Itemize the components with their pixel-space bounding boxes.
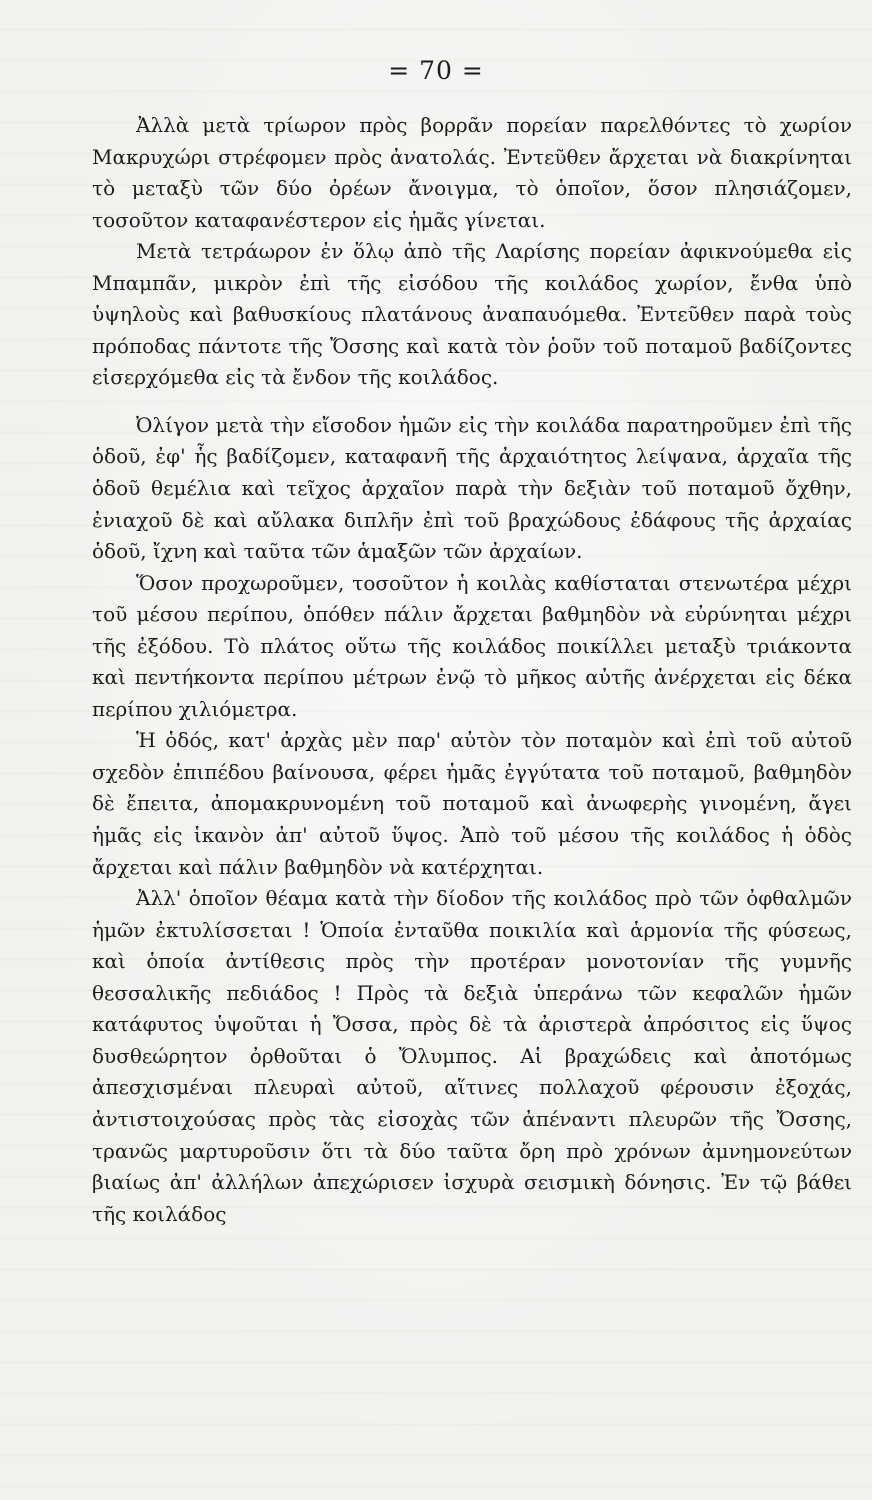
paragraph: Ἡ ὁδός, κατ' ἀρχὰς μὲν παρ' αὐτὸν τὸν ποταμὸν καὶ ἐπὶ τοῦ αὐτοῦ σχεδὸν ἐπιπέδου βαίνουσα, φέρει ἡμᾶς ἐγγύτατα τοῦ ποταμοῦ, βαθμηδὸν δὲ ἔπειτα, ἀπομακρυνομένη τοῦ ποταμοῦ καὶ ἀνωφερὴς γινομένη, ἄγει ἡμᾶς εἰς ἱκανὸν ἀπ' αὐτοῦ ὕψος. Ἀπὸ τοῦ μέσου τῆς κοιλάδος ἡ ὁδὸς ἄρχεται καὶ πάλιν βαθμηδὸν νὰ κατέρχηται. [92, 728, 852, 879]
paragraph: Ὅσον προχωροῦμεν, τοσοῦτον ἡ κοιλὰς καθίσταται στενωτέρα μέχρι τοῦ μέσου περίπου, ὁπόθεν πάλιν ἄρχεται βαθμηδὸν νὰ εὐρύνηται μέχρι τῆς ἐξόδου. Τὸ πλάτος οὕτω τῆς κοιλάδος ποικίλλει μεταξὺ τριάκοντα καὶ πεντήκοντα περίπου μέτρων ἐνῷ τὸ μῆκος αὐτῆς ἀνέρχεται εἰς δέκα περίπου χιλιόμετρα. [92, 570, 852, 721]
page-number: = 70 = [388, 56, 484, 85]
paragraph: Ἀλλὰ μετὰ τρίωρον πρὸς βορρᾶν πορείαν παρελθόντες τὸ χωρίον Μακρυχώρι στρέφομεν πρὸς ἀνατολάς. Ἐντεῦθεν ἄρχεται νὰ διακρίνηται τὸ μεταξὺ τῶν δύο ὀρέων ἄνοιγμα, τὸ ὁποῖον, ὅσον πλησιάζομεν, τοσοῦτον καταφανέστερον εἰς ἡμᾶς γίνεται. [92, 113, 852, 232]
paragraph: Μετὰ τετράωρον ἐν ὅλῳ ἀπὸ τῆς Λαρίσης πορείαν ἀφικνούμεθα εἰς Μπαμπᾶν, μικρὸν ἐπὶ τῆς εἰσόδου τῆς κοιλάδος χωρίον, ἔνθα ὑπὸ ὑψηλοὺς καὶ βαθυσκίους πλατάνους ἀναπαυόμεθα. Ἐντεῦθεν παρὰ τοὺς πρόποδας πάντοτε τῆς Ὄσσης καὶ κατὰ τὸν ῥοῦν τοῦ ποταμοῦ βαδίζοντες εἰσερχόμεθα εἰς τὰ ἔνδον τῆς κοιλάδος. [92, 239, 852, 390]
paragraph: Ἀλλ' ὁποῖον θέαμα κατὰ τὴν δίοδον τῆς κοιλάδος πρὸ τῶν ὀφθαλμῶν ἡμῶν ἐκτυλίσσεται ! Ὁποία ἐνταῦθα ποικιλία καὶ ἁρμονία τῆς φύσεως, καὶ ὁποία ἀντίθεσις πρὸς τὴν προτέραν μονοτονίαν τῆς γυμνῆς θεσσαλικῆς πεδιάδος ! Πρὸς τὰ δεξιὰ ὑπεράνω τῶν κεφαλῶν ἡμῶν κατάφυτος ὑψοῦται ἡ Ὄσσα, πρὸς δὲ τὰ ἀριστερὰ ἀπρόσιτος εἰς ὕψος δυσθεώρητον ὀρθοῦται ὁ Ὄλυμπος. Αἱ βραχώδεις καὶ ἀποτόμως ἀπεσχισμέναι πλευραὶ αὐτοῦ, αἵτινες πολλαχοῦ φέρουσιν ἐξοχάς, ἀντιστοιχούσας πρὸς τὰς εἰσοχὰς τῶν ἀπέναντι πλευρῶν τῆς Ὄσσης, τρανῶς μαρτυροῦσιν ὅτι τὰ δύο ταῦτα ὄρη πρὸ χρόνων ἀμνημονεύτων βιαίως ἀπ' ἀλλήλων ἀπεχώρισεν ἰσχυρὰ σεισμικὴ δόνησις. Ἐν τῷ βάθει τῆς κοιλάδος [92, 886, 852, 1226]
paragraph: Ὀλίγον μετὰ τὴν εἴσοδον ἡμῶν εἰς τὴν κοιλάδα παρατηροῦμεν ἐπὶ τῆς ὁδοῦ, ἐφ' ἧς βαδίζομεν, καταφανῆ τῆς ἀρχαιότητος λείψανα, ἀρχαῖα τῆς ὁδοῦ θεμέλια καὶ τεῖχος ἀρχαῖον παρὰ τὴν δεξιὰν τοῦ ποταμοῦ ὄχθην, ἐνιαχοῦ δὲ καὶ αὔλακα διπλῆν ἐπὶ τοῦ βραχώδους ἐδάφους τῆς ἀρχαίας ὁδοῦ, ἴχνη καὶ ταῦτα τῶν ἁμαξῶν τῶν ἀρχαίων. [92, 412, 852, 564]
body-text [92, 110, 852, 1230]
